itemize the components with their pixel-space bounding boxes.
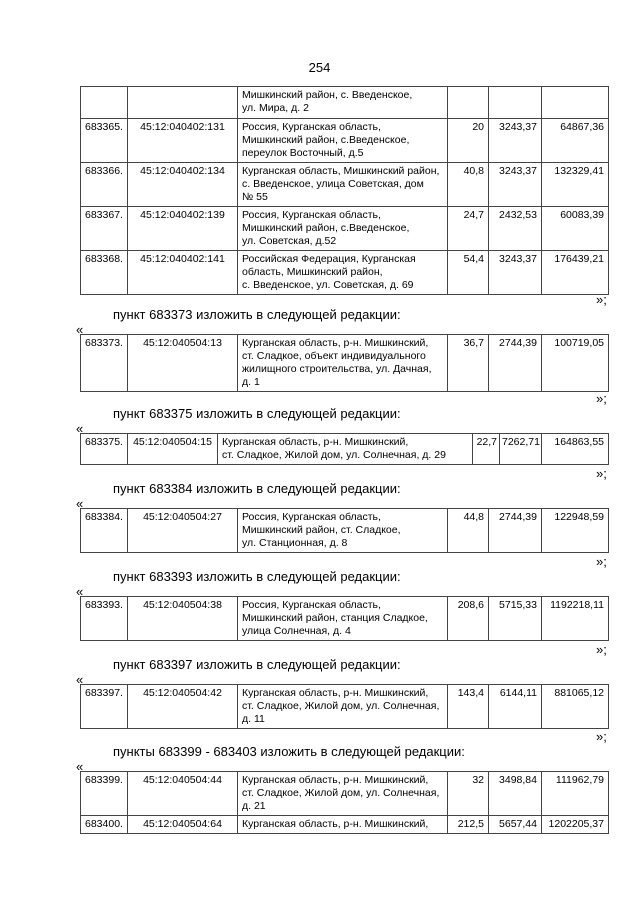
- price: 3243,37: [489, 163, 542, 207]
- price: 3243,37: [489, 251, 542, 295]
- row-number: 683397.: [81, 685, 128, 729]
- table-row: [81, 772, 609, 816]
- row-number: 683393.: [81, 597, 128, 641]
- row-number: 683384.: [81, 509, 128, 553]
- area: 32: [448, 772, 489, 816]
- section-heading: пункт 683397 изложить в следующей редакции:: [113, 657, 401, 672]
- cadastral-number: 45:12:040504:64: [128, 816, 238, 834]
- address: Российская Федерация, Курганская область, Мишкинский район, с. Введенское, ул. Советская, д. 69: [238, 251, 448, 295]
- closing-quote: »;: [596, 642, 607, 657]
- cadastral-number: 45:12:040504:42: [128, 685, 238, 729]
- table-row: [81, 816, 609, 834]
- cadastral-number: 45:12:040504:27: [128, 509, 238, 553]
- table-row: [81, 685, 609, 729]
- address: Курганская область, р-н. Мишкинский, ст. Сладкое, Жилой дом, ул. Солнечная, д. 29: [218, 434, 473, 465]
- section-heading: пункт 683384 изложить в следующей редакции:: [113, 481, 401, 496]
- closing-quote: »;: [596, 466, 607, 481]
- section-heading: пункты 683399 - 683403 изложить в следующей редакции:: [113, 744, 465, 759]
- row-number: 683365.: [81, 119, 128, 163]
- cadastral-number: [128, 87, 238, 119]
- address: Россия, Курганская область, Мишкинский район, ст. Сладкое, ул. Станционная, д. 8: [238, 509, 448, 553]
- row-number: 683375.: [81, 434, 128, 465]
- price: 5657,44: [489, 816, 542, 834]
- value: [542, 87, 609, 119]
- value: 164863,55: [542, 434, 609, 465]
- area: 24,7: [448, 207, 489, 251]
- address: Курганская область, р-н. Мишкинский,: [238, 816, 448, 834]
- registry-table: [80, 684, 609, 729]
- registry-table: [80, 86, 609, 295]
- price: 2744,39: [489, 509, 542, 553]
- registry-table: [80, 433, 609, 465]
- closing-quote: »;: [596, 554, 607, 569]
- section-heading: пункт 683393 изложить в следующей редакции:: [113, 569, 401, 584]
- value: 100719,05: [542, 335, 609, 392]
- cadastral-number: 45:12:040402:134: [128, 163, 238, 207]
- opening-quote: «: [76, 759, 84, 774]
- price: 5715,33: [489, 597, 542, 641]
- table-row: [81, 163, 609, 207]
- table-row: [81, 251, 609, 295]
- closing-quote: »;: [596, 391, 607, 406]
- registry-table: [80, 596, 609, 641]
- address: Россия, Курганская область, Мишкинский район, с.Введенское, переулок Восточный, д.5: [238, 119, 448, 163]
- area: 208,6: [448, 597, 489, 641]
- registry-table: [80, 508, 609, 553]
- value: 881065,12: [542, 685, 609, 729]
- area: [448, 87, 489, 119]
- area: 212,5: [448, 816, 489, 834]
- table-row: [81, 119, 609, 163]
- table-row: [81, 87, 609, 119]
- value: 64867,36: [542, 119, 609, 163]
- opening-quote: «: [76, 584, 84, 599]
- row-number: [81, 87, 128, 119]
- value: 122948,59: [542, 509, 609, 553]
- opening-quote: «: [76, 672, 84, 687]
- cadastral-number: 45:12:040504:15: [128, 434, 218, 465]
- value: 1192218,11: [542, 597, 609, 641]
- price: 7262,71: [500, 434, 542, 465]
- address: Курганская область, р-н. Мишкинский, ст. Сладкое, Жилой дом, ул. Солнечная, д. 11: [238, 685, 448, 729]
- cadastral-number: 45:12:040402:139: [128, 207, 238, 251]
- area: 143,4: [448, 685, 489, 729]
- closing-quote: »;: [596, 292, 607, 307]
- opening-quote: «: [76, 322, 84, 337]
- page-number: 254: [308, 60, 331, 75]
- table-row: [81, 207, 609, 251]
- area: 54,4: [448, 251, 489, 295]
- row-number: 683373.: [81, 335, 128, 392]
- price: 6144,11: [489, 685, 542, 729]
- opening-quote: «: [76, 421, 84, 436]
- cadastral-number: 45:12:040504:13: [128, 335, 238, 392]
- address: Мишкинский район, с. Введенское, ул. Мира, д. 2: [238, 87, 448, 119]
- cadastral-number: 45:12:040402:131: [128, 119, 238, 163]
- row-number: 683400.: [81, 816, 128, 834]
- price: 2432,53: [489, 207, 542, 251]
- row-number: 683367.: [81, 207, 128, 251]
- table-row: [81, 509, 609, 553]
- table-row: [81, 434, 609, 465]
- area: 44,8: [448, 509, 489, 553]
- value: 132329,41: [542, 163, 609, 207]
- area: 22,7: [473, 434, 500, 465]
- value: 111962,79: [542, 772, 609, 816]
- section-heading: пункт 683375 изложить в следующей редакции:: [113, 406, 401, 421]
- closing-quote: »;: [596, 729, 607, 744]
- value: 60083,39: [542, 207, 609, 251]
- address: Россия, Курганская область, Мишкинский район, станция Сладкое, улица Солнечная, д. 4: [238, 597, 448, 641]
- cadastral-number: 45:12:040504:38: [128, 597, 238, 641]
- area: 20: [448, 119, 489, 163]
- price: 2744,39: [489, 335, 542, 392]
- row-number: 683399.: [81, 772, 128, 816]
- address: Курганская область, р-н. Мишкинский, ст. Сладкое, объект индивидуального жилищного строительства, ул. Дачная, д. 1: [238, 335, 448, 392]
- cadastral-number: 45:12:040504:44: [128, 772, 238, 816]
- value: 176439,21: [542, 251, 609, 295]
- price: [489, 87, 542, 119]
- registry-table: [80, 334, 609, 392]
- registry-table: [80, 771, 609, 834]
- value: 1202205,37: [542, 816, 609, 834]
- address: Курганская область, Мишкинский район, с. Введенское, улица Советская, дом № 55: [238, 163, 448, 207]
- opening-quote: «: [76, 496, 84, 511]
- table-row: [81, 335, 609, 392]
- row-number: 683366.: [81, 163, 128, 207]
- table-row: [81, 597, 609, 641]
- address: Россия, Курганская область, Мишкинский район, с.Введенское, ул. Советская, д.52: [238, 207, 448, 251]
- cadastral-number: 45:12:040402:141: [128, 251, 238, 295]
- area: 36,7: [448, 335, 489, 392]
- row-number: 683368.: [81, 251, 128, 295]
- area: 40,8: [448, 163, 489, 207]
- price: 3243,37: [489, 119, 542, 163]
- address: Курганская область, р-н. Мишкинский, ст. Сладкое, Жилой дом, ул. Солнечная, д. 21: [238, 772, 448, 816]
- price: 3498,84: [489, 772, 542, 816]
- section-heading: пункт 683373 изложить в следующей редакции:: [113, 307, 401, 322]
